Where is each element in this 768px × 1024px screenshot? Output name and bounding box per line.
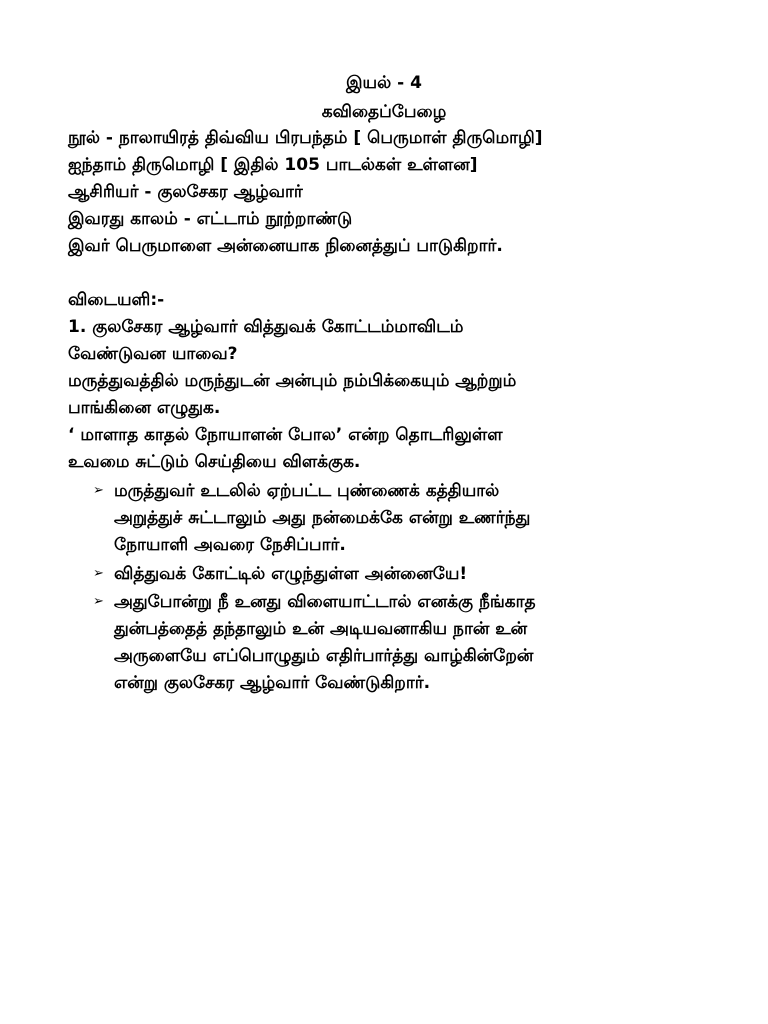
intro-line: இவர் பெருமாளை அன்னையாக நினைத்துப் பாடுகிறார். [68,236,503,256]
bullet-line: நோயாளி அவரை நேசிப்பார். [114,535,346,555]
intro-line: ஐந்தாம் திருமொழி [ இதில் 105 பாடல்கள் உள்ளன] [68,155,478,175]
bullet-arrow-icon: ➢ [93,594,104,609]
bullet-line: துன்பத்தைத் தந்தாலும் உன் அடியவனாகிய நான் உன் [114,619,528,639]
bullet-line: மருத்துவர் உடலில் ஏற்பட்ட புண்ணைக் கத்தியால் [114,481,500,501]
answers-heading: விடையளி:- [68,290,165,310]
chapter-number: இயல் - 4 [346,73,422,93]
bullet-line: வித்துவக் கோட்டில் எழுந்துள்ள அன்னையே! [114,564,468,584]
bullet-line: அறுத்துச் சுட்டாலும் அது நன்மைக்கே என்று உணர்ந்து [114,508,531,528]
question-line: மருத்துவத்தில் மருந்துடன் அன்பும் நம்பிக்கையும் ஆற்றும் [68,371,517,391]
question-line: ‘ மாளாத காதல் நோயாளன் போல’ என்ற தொடரிலுள்ள [68,425,503,445]
chapter-title: கவிதைப்பேழை [321,102,447,122]
bullet-arrow-icon: ➢ [93,566,104,581]
bullet-arrow-icon: ➢ [93,483,104,498]
intro-line: ஆசிரியர் - குலசேகர ஆழ்வார் [68,182,303,202]
intro-line: இவரது காலம் - எட்டாம் நூற்றாண்டு [68,209,353,229]
question-line: உவமை சுட்டும் செய்தியை விளக்குக. [68,452,361,472]
bullet-line: என்று குலசேகர ஆழ்வார் வேண்டுகிறார். [114,673,431,693]
question-line: 1. குலசேகர ஆழ்வார் வித்துவக் கோட்டம்மாவிடம் [68,317,464,337]
question-line: வேண்டுவன யாவை? [68,344,238,364]
bullet-line: அருளையே எப்பொழுதும் எதிர்பார்த்து வாழ்கின்றேன் [114,646,534,666]
intro-line: நூல் - நாலாயிரத் திவ்விய பிரபந்தம் [ பெருமாள் திருமொழி] [68,128,543,148]
bullet-line: அதுபோன்று நீ உனது விளையாட்டால் எனக்கு நீங்காத [114,592,536,612]
question-line: பாங்கினை எழுதுக. [68,398,221,418]
